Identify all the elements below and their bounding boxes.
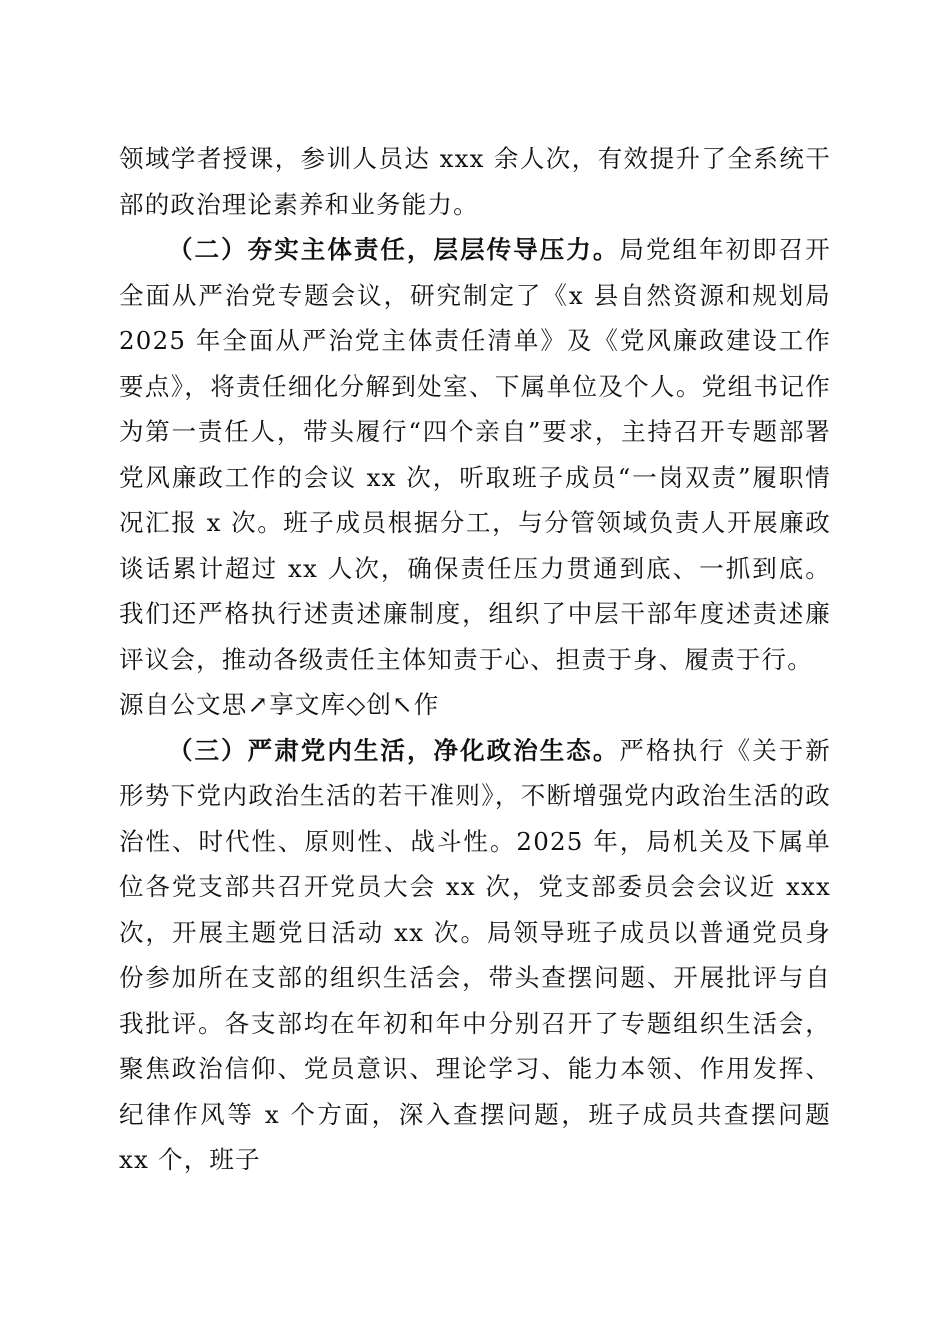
source-watermark-line — [119, 682, 831, 728]
paragraph-body: 严格执行《关于新形势下党内政治生活的若干准则》，不断增强党内政治生活的政治性、时代性、原则性、战斗性。2025 年，局机关及下属单位各党支部共召开党员大会 xx 次，党支部委员会会议近 xxx 次，开展主题党日活动 xx 次。局领导班子成员以普通党员身份参加所在支部的组织生活会，带头查摆问题、开展批评与自我批评。各支部均在年初和年中分别召开了专题组织生活会，聚焦政治信仰、党员意识、理论学习、能力本领、作用发挥、纪律作风等 x 个方面，深入查摆问题，班子成员共查摆问题 xx 个，班子 — [119, 735, 831, 1174]
section-heading: （二）夯实主体责任，层层传导压力。 — [168, 235, 620, 264]
paragraph-section-2 — [119, 227, 831, 682]
source-note: 源自公文思↗享文库◇创↖作 — [119, 690, 440, 719]
section-heading: （三）严肃党内生活，净化政治生态。 — [168, 735, 620, 765]
document-body — [119, 136, 831, 1183]
paragraph-section-3 — [119, 728, 831, 1183]
paragraph-body: 领域学者授课，参训人员达 xxx 余人次，有效提升了全系统干部的政治理论素养和业务能力。 — [119, 144, 831, 219]
paragraph-body: 局党组年初即召开全面从严治党专题会议，研究制定了《x 县自然资源和规划局 2025 年全面从严治党主体责任清单》及《党风廉政建设工作要点》，将责任细化分解到处室、下属单位及个人。党组书记作为第一责任人，带头履行“四个亲自”要求，主持召开专题部署党风廉政工作的会议 xx 次，听取班子成员“一岗双责”履职情况汇报 x 次。班子成员根据分工，与分管领域负责人开展廉政谈话累计超过 xx 人次，确保责任压力贯通到底、一抓到底。我们还严格执行述责述廉制度，组织了中层干部年度述责述廉评议会，推动各级责任主体知责于心、担责于身、履责于行。 — [119, 235, 831, 674]
paragraph-continuation — [119, 136, 831, 227]
